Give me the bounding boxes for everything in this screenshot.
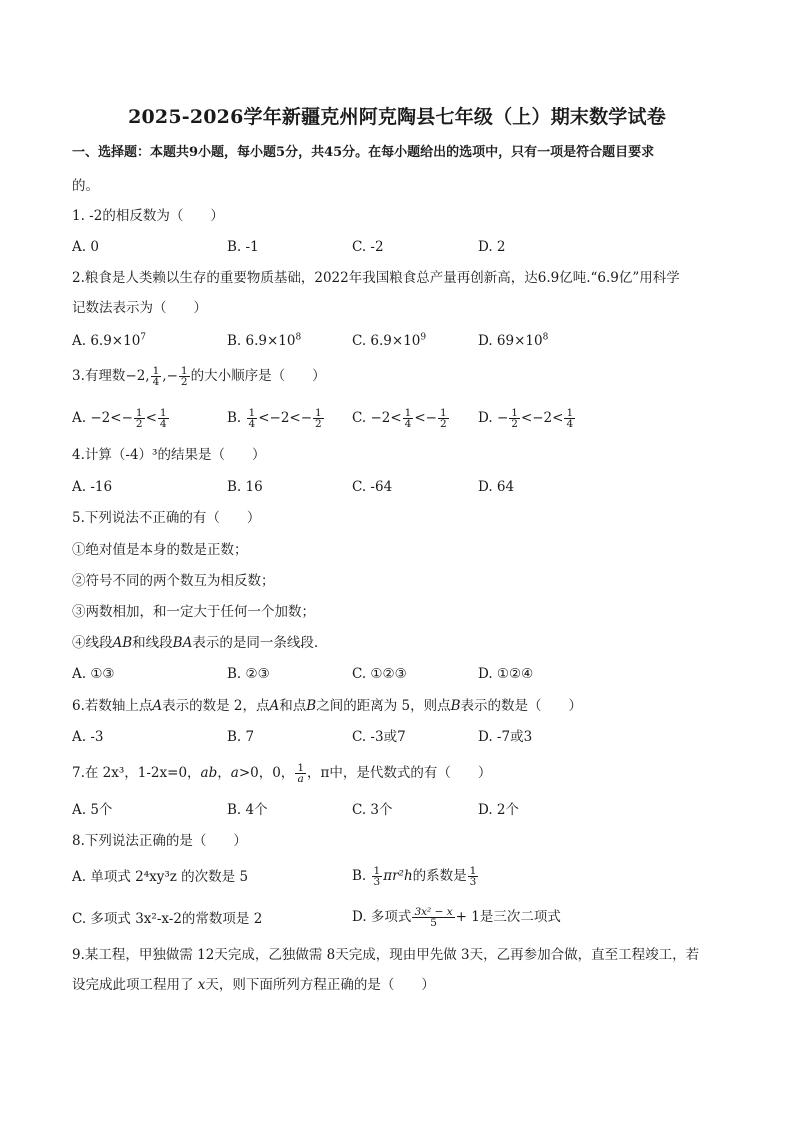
question-3-option-a: A. −2<− $\frac{1}{2}$ < $\frac{1}{4}$ xyxy=(72,407,167,430)
question-6-stem: 6.若数轴上点A表示的数是 2，点A和点B之间的距离为 5，则点B表示的数是（ ） xyxy=(72,698,583,714)
question-9-line-1: 9.某工程，甲独做需 12天完成，乙独做需 8天完成，现由甲先做 3天，乙再参加合做，直至工程竣工，若 xyxy=(72,947,700,963)
question-5-stem: 5.下列说法不正确的有（ ） xyxy=(72,510,261,526)
question-3-option-c: C. −2< $\frac{1}{4}$ <− $\frac{1}{2}$ xyxy=(352,407,447,430)
question-6-option-d: D. -7或3 xyxy=(478,729,533,745)
question-1-option-c: C. -2 xyxy=(352,239,384,255)
question-4-option-c: C. -64 xyxy=(352,479,393,495)
question-7-option-c: C. 3个 xyxy=(352,802,393,818)
question-5-statement-4: ④线段AB和线段BA表示的是同一条线段. xyxy=(72,635,319,651)
question-9-line-2: 设完成此项工程用了 x天，则下面所列方程正确的是（ ） xyxy=(72,977,435,993)
question-7-option-a: A. 5个 xyxy=(72,802,113,818)
question-8-option-d: D. 多项式 $\frac{\text{3x² − x}}{5}$ + 1是三次二项式 xyxy=(352,906,561,929)
question-8-option-a: A. 单项式 2⁴xy³z 的次数是 5 xyxy=(72,869,249,885)
question-4-stem: 4.计算（-4）³的结果是（ ） xyxy=(72,447,266,463)
question-5-statement-1: ①绝对值是本身的数是正数； xyxy=(72,542,248,558)
question-1-option-b: B. -1 xyxy=(227,239,259,255)
question-2-line-1: 2.粮食是人类赖以生存的重要物质基础，2022年我国粮食总产量再创新高，达6.9亿吨.“6.9亿”用科学 xyxy=(72,270,680,286)
question-5-option-d: D. ①②④ xyxy=(478,666,534,682)
question-6-option-b: B. 7 xyxy=(227,729,255,745)
exam-title: 2025-2026学年新疆克州阿克陶县七年级（上）期末数学试卷 xyxy=(128,106,666,128)
question-2-option-d: D. $69\times 10^8$ xyxy=(478,332,549,349)
question-7-option-b: B. 4个 xyxy=(227,802,268,818)
question-3-option-b: B. $\frac{1}{4}$ <−2<− $\frac{1}{2}$ xyxy=(227,407,322,430)
question-5-statement-3: ③两数相加，和一定大于任何一个加数； xyxy=(72,604,315,620)
question-4-option-d: D. 64 xyxy=(478,479,515,495)
question-6-option-a: A. -3 xyxy=(72,729,104,745)
question-1-stem: 1. -2的相反数为（ ） xyxy=(72,208,224,224)
question-1-option-a: A. 0 xyxy=(72,239,99,255)
question-3-stem: 3.有理数−2, $\frac{1}{4}$ ,− $\frac{1}{2}$ 的大小顺序是（ ） xyxy=(72,365,326,388)
question-3-option-d: D. − $\frac{1}{2}$ <−2< $\frac{1}{4}$ xyxy=(478,407,574,430)
question-5-option-c: C. ①②③ xyxy=(352,666,407,682)
question-1-option-d: D. 2 xyxy=(478,239,506,255)
question-8-option-c: C. 多项式 3x²-x-2的常数项是 2 xyxy=(72,911,263,927)
question-7-option-d: D. 2个 xyxy=(478,802,520,818)
question-5-statement-2: ②符号不同的两个数互为相反数； xyxy=(72,573,275,589)
question-8-option-b: B. $\frac{1}{3}$ πr²h的系数是 $\frac{1}{3}$ xyxy=(352,865,477,888)
section-heading-line-2: 的。 xyxy=(72,178,99,194)
question-4-option-b: B. 16 xyxy=(227,479,263,495)
question-2-option-b: B. $6.9\times 10^8$ xyxy=(227,332,302,349)
question-4-option-a: A. -16 xyxy=(72,479,113,495)
section-heading-line-1: 一、选择题：本题共9小题，每小题5分，共45分。在每小题给出的选项中，只有一项是符合题目要求 xyxy=(72,145,655,160)
question-5-option-b: B. ②③ xyxy=(227,666,270,682)
question-2-option-c: C. $6.9\times 10^9$ xyxy=(352,332,427,349)
question-2-option-a: A. $6.9\times 10^7$ xyxy=(72,332,147,349)
question-2-line-2: 记数法表示为（ ） xyxy=(72,300,207,316)
question-6-option-c: C. -3或7 xyxy=(352,729,406,745)
question-7-stem: 7.在 2x³，1-2x=0，ab，a>0，0， $\frac{1}{a}$ ，π中，是代数式的有（ ） xyxy=(72,762,492,785)
question-8-stem: 8.下列说法正确的是（ ） xyxy=(72,833,247,849)
question-5-option-a: A. ①③ xyxy=(72,666,115,682)
